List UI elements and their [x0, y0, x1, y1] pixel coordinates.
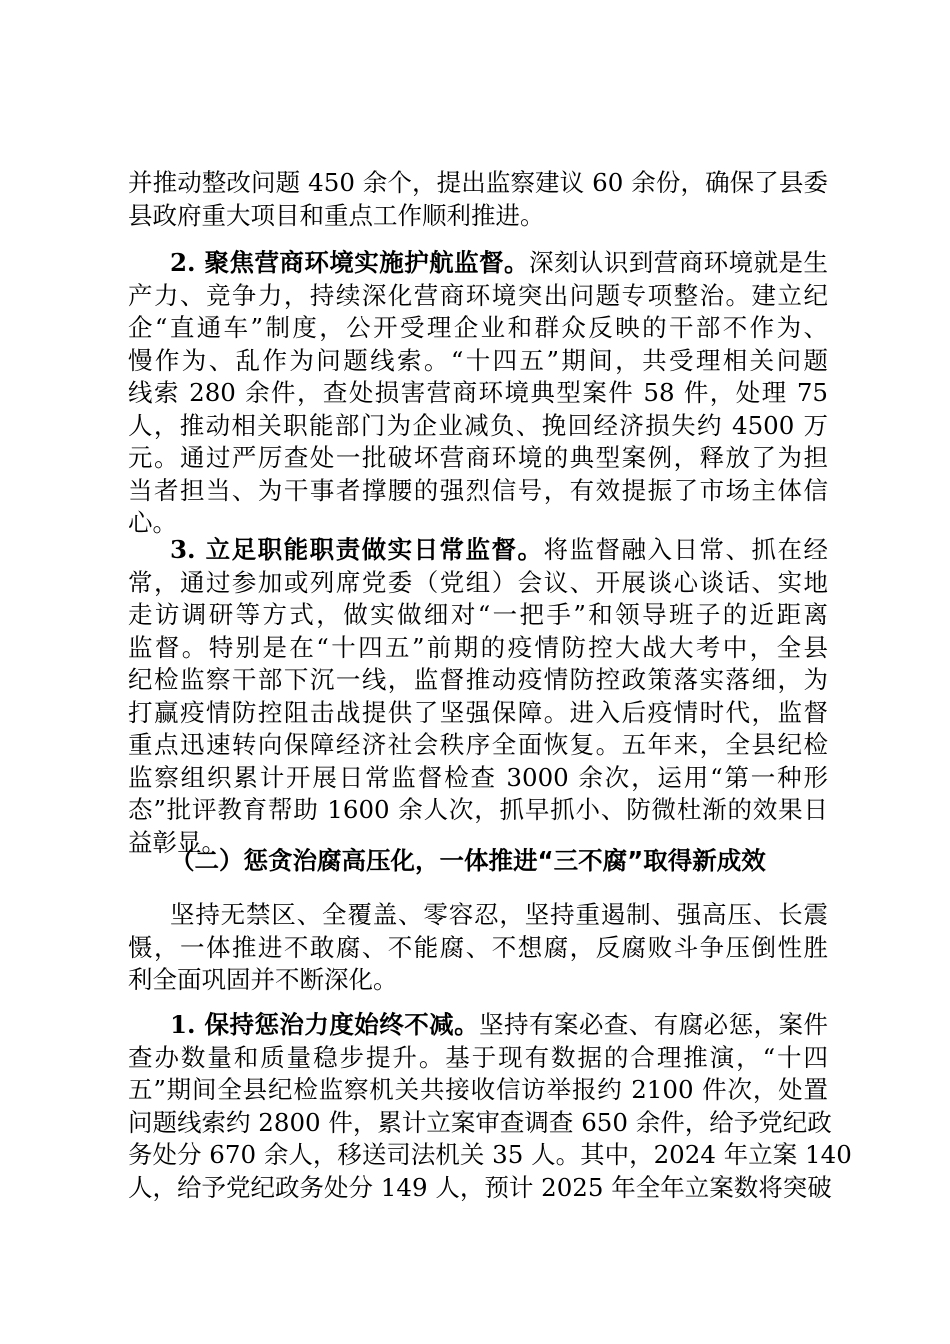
text-line: 元。通过严厉查处一批破坏营商环境的典型案例，释放了为担: [128, 443, 828, 472]
item-lead-title: 3. 立足职能职责做实日常监督。: [170, 535, 544, 564]
paragraph-item-3: [128, 534, 828, 859]
text-line: 利全面巩固并不断深化。: [128, 965, 398, 994]
text-line: 线索 280 余件，查处损害营商环境典型案件 58 件，处理 75: [128, 378, 828, 407]
text-line: 走访调研等方式，做实做细对“一把手”和领导班子的近距离: [128, 600, 828, 629]
text-line: 查办数量和质量稳步提升。基于现有数据的合理推演，“十四: [128, 1042, 828, 1072]
text-line: 县政府重大项目和重点工作顺利推进。: [128, 200, 545, 230]
text-line: 监察组织累计开展日常监督检查 3000 余次，运用“第一种形: [128, 762, 828, 792]
text-line: 3. 立足职能职责做实日常监督。将监督融入日常、抓在经: [170, 535, 829, 564]
text-line: 五”期间全县纪检监察机关共接收信访举报约 2100 件次，处置: [128, 1075, 828, 1104]
item-lead-title: 1. 保持惩治力度始终不减。: [170, 1010, 480, 1039]
text-line: 益彰显。: [128, 827, 226, 857]
text-line: 1. 保持惩治力度始终不减。坚持有案必查、有腐必惩，案件: [170, 1010, 828, 1039]
text-line: 纪检监察干部下沉一线，监督推动疫情防控政策落实落细，为: [128, 665, 828, 694]
text-line: 坚持无禁区、全覆盖、零容忍，坚持重遏制、强高压、长震: [170, 900, 828, 929]
text-line: 慢作为、乱作为问题线索。“十四五”期间，共受理相关问题: [128, 345, 828, 375]
paragraph-item-1: [128, 1009, 852, 1204]
section-heading: （二）惩贪治腐高压化，一体推进“三不腐”取得新成效: [170, 846, 766, 875]
text-line: 务处分 670 余人，移送司法机关 35 人。其中，2024 年立案 140: [128, 1140, 852, 1169]
paragraph-item-2: [128, 247, 828, 540]
item-lead-title: 2. 聚焦营商环境实施护航监督。: [170, 248, 529, 277]
text-line: 2. 聚焦营商环境实施护航监督。深刻认识到营商环境就是生: [170, 248, 828, 277]
paragraph-continuation: [128, 167, 828, 232]
text-line: 人，给予党纪政务处分 149 人，预计 2025 年全年立案数将突破: [128, 1172, 832, 1202]
text-line: 重点迅速转向保障经济社会秩序全面恢复。五年来，全县纪检: [128, 730, 828, 759]
text-line: 心。: [128, 508, 177, 537]
text-line: 问题线索约 2800 件，累计立案审查调查 650 余件，给予党纪政: [128, 1107, 832, 1137]
text-line: 监督。特别是在“十四五”前期的疫情防控大战大考中，全县: [128, 632, 828, 662]
paragraph-section-intro: [128, 899, 828, 997]
text-line: 当者担当、为干事者撑腰的强烈信号，有效提振了市场主体信: [128, 475, 828, 505]
text-line: 慑，一体推进不敢腐、不能腐、不想腐，反腐败斗争压倒性胜: [128, 932, 828, 962]
text-line: 人，推动相关职能部门为企业减负、挽回经济损失约 4500 万: [128, 410, 828, 440]
text-line: 企“直通车”制度，公开受理企业和群众反映的干部不作为、: [128, 313, 828, 342]
text-line: 产力、竞争力，持续深化营商环境突出问题专项整治。建立纪: [128, 280, 828, 310]
text-line: 并推动整改问题 450 余个，提出监察建议 60 余份，确保了县委: [128, 168, 828, 197]
text-line: 态”批评教育帮助 1600 余人次，抓早抓小、防微杜渐的效果日: [128, 795, 828, 824]
text-line: 常，通过参加或列席党委（党组）会议、开展谈心谈话、实地: [128, 567, 828, 597]
text-line: 打赢疫情防控阻击战提供了坚强保障。进入后疫情时代，监督: [128, 697, 828, 727]
